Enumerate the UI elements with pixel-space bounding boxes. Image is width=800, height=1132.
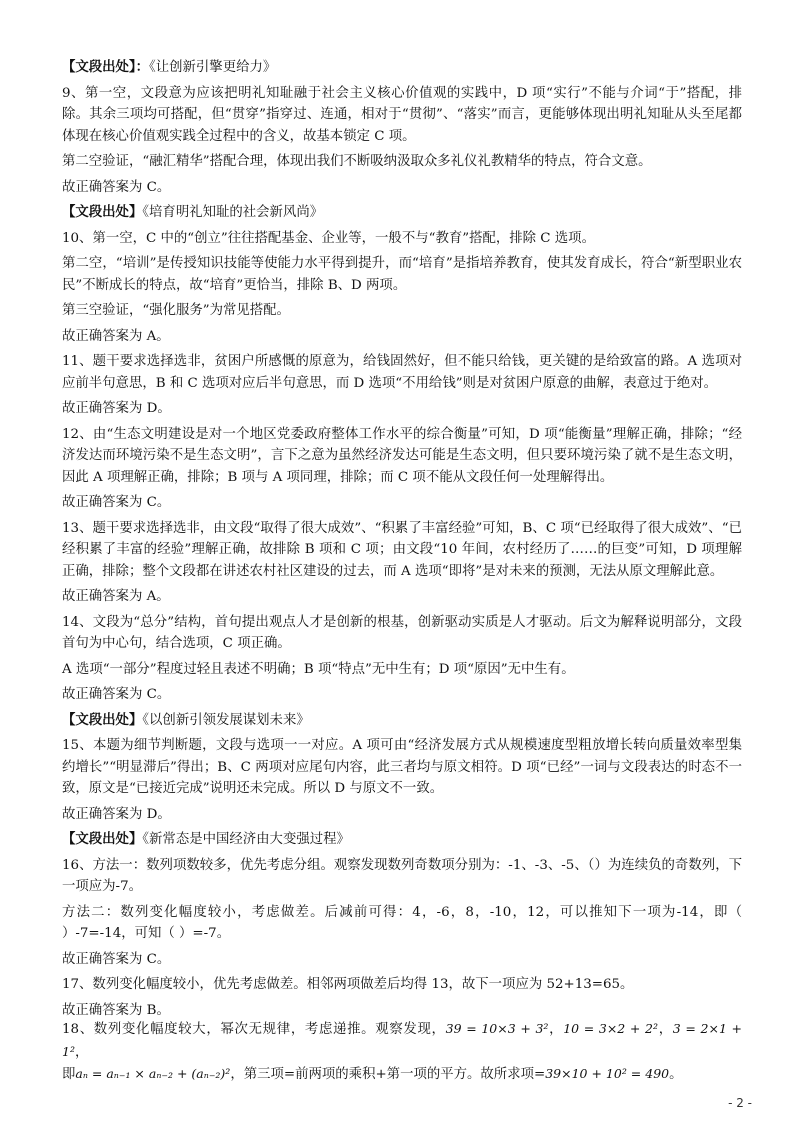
source-title: 《新常态是中国经济由大变强过程》 bbox=[142, 832, 350, 847]
q18-equation-1: 39 = 10×3 + 3² bbox=[445, 1021, 549, 1036]
explanation-paragraph: 故正确答案为 C。 bbox=[62, 179, 171, 195]
q18-line2-end: 。 bbox=[669, 1067, 683, 1082]
explanation-paragraph: 方法二：数列变化幅度较小，考虑做差。后减前可得：4，-6，8，-10，12，可以推知下一项为-14，即（ ）-7=-14，可知（ ）=-7。 bbox=[62, 904, 742, 941]
source-label: 【文段出处】 bbox=[62, 711, 143, 728]
explanation-paragraph: 17、数列变化幅度较小，优先考虑做差。相邻两项做差后均得 13，故下一项应为 52+13=65。 bbox=[62, 977, 634, 992]
explanation-paragraph: 16、方法一：数列项数较多，优先考虑分组。观察发现数列奇数项分别为：-1、-3、-5、（）为连续负的奇数列，下一项应为-7。 bbox=[62, 857, 742, 894]
explanation-paragraph: 第二空验证，“融汇精华”搭配合理，体现出我们不断吸纳汲取众多礼仪礼教精华的特点，符合文意。 bbox=[62, 154, 652, 169]
explanation-paragraph: 15、本题为细节判断题，文段与选项一一对应。A 项可由“经济发展方式从规模速度型粗放增长转向质量效率型集约增长”“明显滞后”得出；B、C 两项对应尾句内容，此三者均与原文相符。D 项“已经”一词与文段表达的时态不一致，原文是“已接近完成”说明还未完成。所以 D 与原文不一致。 bbox=[62, 738, 742, 796]
explanation-paragraph: A 选项“一部分”程度过轻且表述不明确；B 项“特点”无中生有；D 项“原因”无中生有。 bbox=[62, 661, 575, 677]
explanation-paragraph: 11、题干要求选择选非，贫困户所感慨的原意为，给钱固然好，但不能只给钱，更关键的是给致富的路。A 选项对应前半句意思，B 和 C 选项对应后半句意思，而 D 选项“不用给钱”则是对贫困户原意的曲解，表意过于绝对。 bbox=[62, 354, 742, 391]
explanation-paragraph: 14、文段为“总分”结构，首句提出观点人才是创新的根基，创新驱动实质是人才驱动。后文为解释说明部分，文段首句为中心句，结合选项，C 项正确。 bbox=[62, 614, 742, 651]
explanation-paragraph: 第二空，“培训”是传授知识技能等使能力水平得到提升，而“培育”是指培养教育，使其发育成长，符合“新型职业农民”不断成长的特点，故“培育”更恰当，排除 B、D 两项。 bbox=[62, 256, 742, 293]
page-number: - 2 - bbox=[728, 1096, 752, 1110]
source-title: 《让创新引擎更给力》 bbox=[149, 60, 277, 75]
q18-result: 39×10 + 10² = 490 bbox=[545, 1066, 670, 1081]
explanation-paragraph: 故正确答案为 C。 bbox=[62, 687, 171, 702]
source-label: 【文段出处】 bbox=[62, 204, 143, 220]
source-citation bbox=[62, 710, 742, 732]
explanation-paragraph: 故正确答案为 A。 bbox=[62, 328, 170, 344]
source-title: 《以创新引领发展谋划未来》 bbox=[142, 712, 310, 728]
explanation-paragraph: 故正确答案为 D。 bbox=[62, 401, 171, 416]
explanation-paragraph: 10、第一空，C 中的“创立”往往搭配基金、企业等，一般不与“教育”搭配，排除 C 选项。 bbox=[62, 230, 595, 246]
q18-line2-middle: ，第三项=前两项的乘积+第一项的平方。故所求项= bbox=[230, 1067, 546, 1082]
explanation-paragraph: 第三空验证，“强化服务”为常见搭配。 bbox=[62, 303, 290, 318]
answer-explanations bbox=[62, 57, 742, 1025]
source-citation bbox=[62, 202, 742, 224]
q18-line2-prefix: 即 bbox=[62, 1067, 76, 1082]
q18-sep-1: ， bbox=[548, 1022, 564, 1037]
explanation-paragraph: 故正确答案为 B。 bbox=[62, 1002, 170, 1018]
q18-sep-3: ， bbox=[74, 1044, 89, 1060]
source-citation bbox=[62, 57, 742, 79]
explanation-paragraph: 故正确答案为 C。 bbox=[62, 951, 171, 967]
explanation-paragraph: 故正确答案为 C。 bbox=[62, 495, 171, 510]
q18-recurrence-formula: aₙ = aₙ₋₁ × aₙ₋₂ + (aₙ₋₂)² bbox=[75, 1066, 231, 1081]
source-label: 【文段出处】： bbox=[62, 59, 150, 75]
explanation-paragraph: 故正确答案为 D。 bbox=[62, 806, 171, 822]
q18-explanation bbox=[62, 1018, 742, 1086]
q18-intro: 18、数列变化幅度较大，幂次无规律，考虑递推。观察发现， bbox=[62, 1022, 446, 1037]
q18-sep-2: ， bbox=[658, 1022, 673, 1037]
explanation-paragraph: 故正确答案为 A。 bbox=[62, 589, 170, 604]
q18-equation-2: 10 = 3×2 + 2² bbox=[563, 1021, 659, 1036]
explanation-paragraph: 9、第一空，文段意为应该把明礼知耻融于社会主义核心价值观的实践中，D 项“实行”不能与介词“于”搭配，排除。其余三项均可搭配，但“贯穿”指穿过、连通，相对于“贯彻”、“落实”而言，更能够体现出明礼知耻从头至尾都体现在核心价值观实践全过程中的含义，故基本锁定 C 项。 bbox=[62, 85, 742, 144]
source-citation bbox=[62, 829, 742, 851]
explanation-paragraph: 12、由“生态文明建设是对一个地区党委政府整体工作水平的综合衡量”可知，D 项“能衡量”理解正确，排除；“经济发达而环境污染不是生态文明”，言下之意为虽然经济发达可能是生态文明，但只要环境污染了就不是生态文明，因此 A 项理解正确，排除；B 项与 A 项同理，排除；而 C 项不能从文段任何一处理解得出。 bbox=[62, 426, 742, 485]
source-title: 《培育明礼知耻的社会新风尚》 bbox=[142, 205, 324, 220]
explanation-paragraph: 13、题干要求选择选非，由文段“取得了很大成效”、“积累了丰富经验”可知，B、C 项“已经取得了很大成效”、“已经积累了丰富的经验”理解正确，故排除 B 项和 C 项；由文段“10 年间，农村经历了……的巨变”可知，D 项理解正确，排除；整个文段都在讲述农村社区建设的过去，而 A 选项“即将”是对未来的预测，无法从原文理解此意。 bbox=[62, 520, 742, 579]
q18-equation-3: 3 = 2×1 + 1² bbox=[62, 1021, 743, 1059]
source-label: 【文段出处】 bbox=[62, 831, 143, 847]
